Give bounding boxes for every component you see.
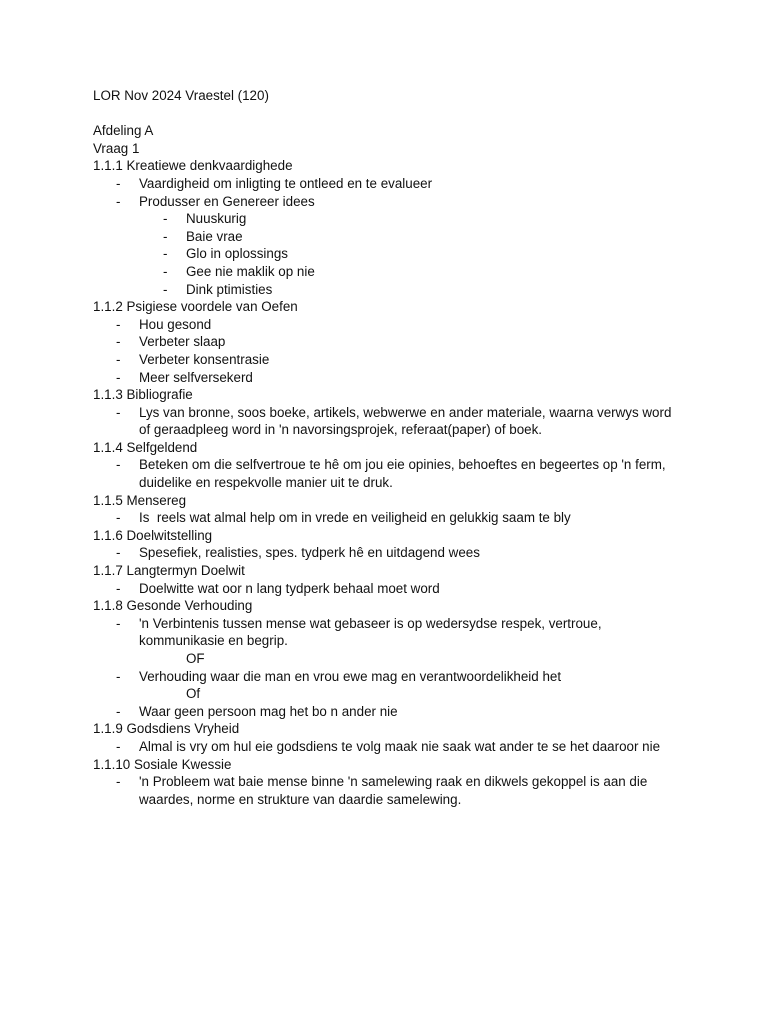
bullet-item bbox=[93, 193, 683, 211]
dash-marker: - bbox=[116, 193, 121, 209]
bullet-text: Verbeter konsentrasie bbox=[139, 351, 270, 367]
dash-marker: - bbox=[163, 246, 168, 262]
bullet-text: Nuuskurig bbox=[186, 211, 247, 227]
section-heading: Afdeling A bbox=[93, 123, 154, 139]
bullet-text: Doelwitte wat oor n lang tydperk behaal moet word bbox=[139, 580, 440, 596]
dash-marker: - bbox=[116, 334, 121, 350]
or-separator: OF bbox=[186, 651, 205, 666]
dash-marker: - bbox=[116, 545, 121, 561]
dash-marker: - bbox=[116, 774, 121, 790]
document-page bbox=[93, 87, 683, 808]
bullet-text: Meer selfversekerd bbox=[139, 369, 253, 385]
sub-bullet-item bbox=[93, 245, 683, 263]
bullet-item bbox=[93, 456, 683, 491]
item-heading-1-1-7: 1.1.7 Langtermyn Doelwit bbox=[93, 563, 245, 579]
item-heading-1-1-2: 1.1.2 Psigiese voordele van Oefen bbox=[93, 299, 298, 315]
bullet-item bbox=[93, 333, 683, 351]
dash-marker: - bbox=[116, 615, 121, 631]
sub-bullet-item bbox=[93, 263, 683, 281]
bullet-text: Lys van bronne, soos boeke, artikels, webwerwe en ander materiale, waarna verwys word of geraadpleeg word in 'n navorsingsprojek, referaat(paper) of boek. bbox=[139, 404, 672, 438]
bullet-text: Spesefiek, realisties, spes. tydperk hê en uitdagend wees bbox=[139, 545, 480, 561]
dash-marker: - bbox=[163, 281, 168, 297]
dash-marker: - bbox=[116, 351, 121, 367]
bullet-item bbox=[93, 316, 683, 334]
bullet-text: Glo in oplossings bbox=[186, 246, 288, 262]
item-heading-1-1-4: 1.1.4 Selfgeldend bbox=[93, 439, 198, 455]
bullet-text: Gee nie maklik op nie bbox=[186, 263, 315, 279]
bullet-text: Dink ptimisties bbox=[186, 281, 273, 297]
item-heading-1-1-3: 1.1.3 Bibliografie bbox=[93, 387, 193, 403]
item-heading-1-1-1: 1.1.1 Kreatiewe denkvaardighede bbox=[93, 158, 293, 174]
dash-marker: - bbox=[116, 703, 121, 719]
bullet-text: Verhouding waar die man en vrou ewe mag en verantwoordelikheid het bbox=[139, 668, 562, 684]
sub-bullet-item bbox=[93, 210, 683, 228]
bullet-item bbox=[93, 668, 683, 686]
sub-bullet-item bbox=[93, 228, 683, 246]
bullet-text: Hou gesond bbox=[139, 316, 212, 332]
bullet-item bbox=[93, 175, 683, 193]
bullet-item bbox=[93, 738, 683, 756]
blank-line bbox=[93, 105, 683, 123]
bullet-item bbox=[93, 509, 683, 527]
bullet-text: Produsser en Genereer idees bbox=[139, 193, 315, 209]
bullet-item bbox=[93, 615, 683, 650]
item-heading-1-1-6: 1.1.6 Doelwitstelling bbox=[93, 527, 213, 543]
item-heading-1-1-9: 1.1.9 Godsdiens Vryheid bbox=[93, 721, 240, 737]
dash-marker: - bbox=[116, 404, 121, 420]
bullet-item bbox=[93, 580, 683, 598]
bullet-text: 'n Verbintenis tussen mense wat gebaseer is op wedersydse respek, vertroue, kommunikasie en begrip. bbox=[139, 615, 602, 649]
bullet-text: Waar geen persoon mag het bo n ander nie bbox=[139, 703, 398, 719]
bullet-text: Baie vrae bbox=[186, 228, 243, 244]
question-heading: Vraag 1 bbox=[93, 140, 140, 156]
dash-marker: - bbox=[116, 738, 121, 754]
or-separator: Of bbox=[186, 686, 201, 702]
bullet-text: Is reels wat almal help om in vrede en veiligheid en gelukkig saam te bly bbox=[139, 510, 571, 526]
bullet-item bbox=[93, 404, 683, 439]
bullet-text: Vaardigheid om inligting te ontleed en te evalueer bbox=[139, 175, 433, 191]
bullet-item bbox=[93, 351, 683, 369]
dash-marker: - bbox=[163, 228, 168, 244]
bullet-item bbox=[93, 544, 683, 562]
bullet-text: 'n Probleem wat baie mense binne 'n samelewing raak en dikwels gekoppel is aan die waardes, norme en strukture van daardie samelewing. bbox=[139, 774, 648, 807]
dash-marker: - bbox=[116, 369, 121, 385]
document-title: LOR Nov 2024 Vraestel (120) bbox=[93, 88, 269, 103]
dash-marker: - bbox=[116, 175, 121, 191]
dash-marker: - bbox=[163, 263, 168, 279]
dash-marker: - bbox=[116, 457, 121, 473]
bullet-item bbox=[93, 703, 683, 721]
dash-marker: - bbox=[116, 510, 121, 526]
bullet-item bbox=[93, 773, 683, 808]
item-heading-1-1-5: 1.1.5 Mensereg bbox=[93, 492, 187, 508]
dash-marker: - bbox=[116, 316, 121, 332]
item-heading-1-1-8: 1.1.8 Gesonde Verhouding bbox=[93, 598, 253, 614]
item-heading-1-1-10: 1.1.10 Sosiale Kwessie bbox=[93, 756, 232, 772]
bullet-text: Almal is vry om hul eie godsdiens te volg maak nie saak wat ander te se het daaroor nie bbox=[139, 738, 661, 754]
bullet-text: Verbeter slaap bbox=[139, 334, 226, 350]
dash-marker: - bbox=[116, 668, 121, 684]
bullet-item bbox=[93, 369, 683, 387]
sub-bullet-item bbox=[93, 281, 683, 299]
dash-marker: - bbox=[116, 580, 121, 596]
bullet-text: Beteken om die selfvertroue te hê om jou eie opinies, behoeftes en begeertes op 'n ferm, duidelike en respekvolle manier uit te druk. bbox=[139, 457, 666, 491]
dash-marker: - bbox=[163, 211, 168, 227]
